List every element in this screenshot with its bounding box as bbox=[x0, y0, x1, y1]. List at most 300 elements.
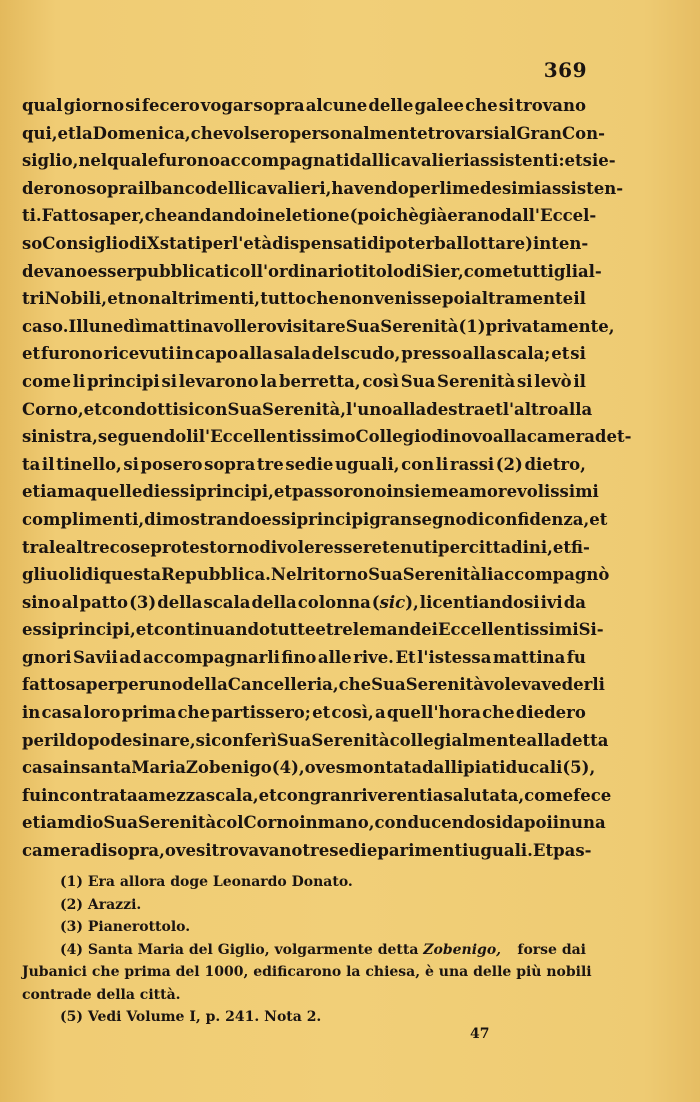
text-line bbox=[22, 175, 624, 203]
word: protestorno bbox=[150, 537, 260, 557]
word: altrimenti, bbox=[160, 289, 260, 309]
footnote-4 bbox=[22, 939, 586, 962]
word: come bbox=[463, 261, 513, 281]
word: (2) bbox=[495, 454, 523, 474]
word: mezza bbox=[148, 785, 206, 805]
word: X bbox=[146, 233, 160, 253]
word: al- bbox=[577, 261, 602, 281]
word: il bbox=[52, 730, 66, 750]
word: quell'hora bbox=[386, 703, 481, 723]
word: l'Eccellentissimo bbox=[198, 427, 356, 447]
word: levò bbox=[534, 371, 572, 391]
word: man bbox=[369, 620, 410, 640]
word: Eccellentissimi bbox=[437, 620, 579, 640]
word: accompagnarli bbox=[142, 647, 280, 667]
word: conferì bbox=[211, 730, 277, 750]
word: et bbox=[135, 620, 154, 640]
word: Zobenigo bbox=[185, 758, 272, 778]
word: il bbox=[573, 289, 586, 309]
word: saper, bbox=[89, 206, 145, 226]
word: fecero bbox=[141, 96, 200, 115]
word: scudo, bbox=[340, 344, 401, 364]
word: Sua bbox=[400, 371, 436, 391]
word: mano, bbox=[317, 813, 375, 833]
word: di bbox=[367, 233, 385, 253]
text-line bbox=[22, 258, 602, 286]
word: inten- bbox=[532, 233, 589, 253]
word: alcune bbox=[305, 96, 368, 115]
text-line bbox=[22, 616, 604, 644]
word: l'istessa bbox=[417, 647, 492, 667]
word: alla bbox=[392, 399, 427, 419]
word: di bbox=[81, 565, 100, 585]
word: et bbox=[273, 482, 292, 502]
word: diedero bbox=[515, 703, 586, 723]
word: (sic), bbox=[371, 592, 419, 612]
word: Il bbox=[68, 316, 83, 336]
word: Sua bbox=[368, 565, 403, 585]
word: giorno bbox=[63, 96, 125, 115]
word: che bbox=[144, 206, 178, 226]
word: presso bbox=[401, 344, 462, 364]
word: fino bbox=[281, 647, 317, 667]
word: di bbox=[404, 261, 422, 281]
word: Corno, bbox=[22, 399, 84, 419]
word: vogar bbox=[200, 96, 253, 115]
word: di bbox=[129, 233, 147, 253]
footnote-4-text bbox=[60, 939, 501, 962]
footnote-5: (5) Vedi Volume I, p. 241. Nota 2. bbox=[60, 1009, 322, 1025]
word: ove bbox=[304, 758, 336, 778]
word: Serenità bbox=[437, 371, 516, 391]
word: sedie bbox=[329, 841, 378, 861]
word: e bbox=[315, 620, 326, 640]
word: per bbox=[201, 233, 232, 253]
word: fi- bbox=[570, 537, 590, 557]
word: Con- bbox=[561, 123, 605, 143]
word: poter bbox=[384, 233, 435, 253]
word: erano bbox=[447, 206, 501, 226]
word: fece bbox=[573, 785, 612, 805]
text-line bbox=[22, 230, 589, 258]
word: Si- bbox=[578, 620, 604, 640]
word: banco bbox=[150, 178, 206, 198]
word: cavalieri bbox=[390, 151, 470, 171]
word: personalmente bbox=[289, 123, 428, 143]
word: posero bbox=[140, 454, 203, 474]
word: in bbox=[299, 813, 318, 833]
word: sala bbox=[273, 344, 311, 364]
word: il bbox=[41, 454, 55, 474]
word: gran bbox=[369, 509, 413, 529]
word: tutto bbox=[260, 289, 307, 309]
word: della bbox=[182, 675, 228, 695]
footnote-3: (3) Pianerottolo. bbox=[60, 919, 191, 935]
text-line bbox=[22, 699, 586, 727]
word: et bbox=[484, 399, 503, 419]
word: l'altro bbox=[502, 399, 559, 419]
word: in bbox=[256, 206, 275, 226]
word: le bbox=[49, 537, 66, 557]
footnote-2: (2) Arazzi. bbox=[60, 896, 142, 913]
word: galee bbox=[414, 96, 464, 115]
word: sie- bbox=[582, 151, 616, 171]
word: trovavano bbox=[211, 841, 303, 861]
word: dall'Eccel- bbox=[500, 206, 597, 226]
word: per bbox=[438, 537, 469, 557]
word: Nel bbox=[270, 565, 303, 585]
word: che bbox=[482, 703, 515, 723]
word: quelle bbox=[85, 482, 143, 502]
word: et bbox=[258, 785, 277, 805]
word: Et bbox=[395, 647, 416, 667]
word: come bbox=[22, 371, 72, 391]
word: assisten- bbox=[541, 178, 624, 198]
word: etiamdio bbox=[22, 813, 104, 833]
word: Et bbox=[532, 841, 554, 861]
word: lunedì bbox=[82, 316, 142, 336]
word: piati bbox=[463, 758, 506, 778]
text-line bbox=[22, 534, 590, 562]
text-line bbox=[22, 92, 586, 120]
word: Gran bbox=[516, 123, 562, 143]
word: dalli bbox=[422, 758, 464, 778]
word: santa bbox=[80, 758, 132, 778]
word: questa bbox=[99, 565, 162, 585]
word: gnori bbox=[22, 647, 72, 667]
word: Sua bbox=[371, 675, 406, 695]
word: (4), bbox=[271, 758, 305, 778]
word: dei bbox=[409, 620, 438, 640]
word: et bbox=[57, 123, 76, 143]
text-line bbox=[22, 451, 586, 479]
word: dapoi bbox=[501, 813, 553, 833]
word: che bbox=[465, 96, 498, 115]
word: et bbox=[312, 703, 331, 723]
word: ricevuti bbox=[103, 344, 175, 364]
word: so bbox=[22, 233, 43, 253]
word: si bbox=[195, 730, 212, 750]
word: rassi bbox=[449, 454, 495, 474]
word: prima bbox=[121, 703, 177, 723]
word: caso. bbox=[22, 316, 69, 336]
word: Sua bbox=[103, 813, 138, 833]
word: casa bbox=[22, 758, 63, 778]
word: salutata, bbox=[443, 785, 525, 805]
word: gran bbox=[309, 785, 353, 805]
word: mattina bbox=[492, 647, 566, 667]
word: tinello, bbox=[56, 454, 122, 474]
text-line bbox=[22, 809, 606, 837]
word: che bbox=[338, 675, 372, 695]
word: (poichè bbox=[349, 206, 419, 226]
word: ducali bbox=[505, 758, 563, 778]
word: et bbox=[589, 509, 608, 529]
word: camera bbox=[526, 427, 595, 447]
word: ta bbox=[22, 454, 41, 474]
word: medesimi bbox=[452, 178, 542, 198]
word: (1) bbox=[458, 316, 486, 336]
word: venisse bbox=[374, 289, 442, 309]
word: Sua bbox=[345, 316, 381, 336]
word: stati bbox=[159, 233, 202, 253]
word: scala bbox=[203, 592, 251, 612]
word: titolo bbox=[354, 261, 404, 281]
word: voleva bbox=[483, 675, 542, 695]
word: devano bbox=[22, 261, 88, 281]
word: gliuoli bbox=[22, 565, 82, 585]
word: quale bbox=[107, 151, 159, 171]
word: Cancelleria, bbox=[227, 675, 339, 695]
word: si bbox=[123, 454, 139, 474]
word: sedie bbox=[285, 454, 334, 474]
word: ritorno bbox=[302, 565, 369, 585]
word: li bbox=[72, 371, 86, 391]
word: dimostrando bbox=[144, 509, 262, 529]
text-line bbox=[22, 120, 605, 148]
word: tra bbox=[22, 537, 50, 557]
text-line bbox=[22, 506, 608, 534]
word: il bbox=[137, 178, 151, 198]
word: Serenità bbox=[311, 730, 390, 750]
footnote-4-tail: forse dai bbox=[517, 941, 586, 958]
word: fu bbox=[22, 785, 42, 805]
word: et bbox=[22, 344, 41, 364]
word: principi, bbox=[195, 482, 274, 502]
word: loro bbox=[83, 703, 121, 723]
word: principi bbox=[87, 371, 160, 391]
word: Fatto bbox=[41, 206, 90, 226]
word: etiam bbox=[22, 482, 75, 502]
word: vederli bbox=[541, 675, 605, 695]
word: Serenità, bbox=[262, 399, 346, 419]
word: Serenità bbox=[137, 813, 217, 833]
word: ove bbox=[164, 841, 196, 861]
word: a bbox=[137, 785, 149, 805]
text-line bbox=[22, 478, 599, 506]
word: collegialmente bbox=[389, 730, 527, 750]
page-number: 369 bbox=[543, 58, 587, 82]
word: dispensati bbox=[272, 233, 368, 253]
word: sopra bbox=[86, 178, 138, 198]
word: col bbox=[216, 813, 244, 833]
word: colonna bbox=[297, 592, 371, 612]
word: furono bbox=[158, 151, 220, 171]
word: Collegio bbox=[355, 427, 432, 447]
word: furono bbox=[41, 344, 103, 364]
word: et bbox=[551, 344, 570, 364]
text-line bbox=[22, 782, 612, 810]
footnotes bbox=[22, 871, 592, 1029]
text-line bbox=[22, 202, 597, 230]
word: di bbox=[259, 537, 278, 557]
word: Sua bbox=[276, 730, 312, 750]
word: principi, bbox=[57, 620, 136, 640]
word: una bbox=[571, 813, 606, 833]
word: capo bbox=[194, 344, 239, 364]
word: vollero bbox=[213, 316, 277, 336]
word: voler bbox=[277, 537, 324, 557]
word: qual bbox=[22, 96, 63, 115]
word: riverentia bbox=[352, 785, 444, 805]
word: fatto bbox=[22, 675, 67, 695]
word: uguali, bbox=[335, 454, 400, 474]
word: scala; bbox=[497, 344, 551, 364]
footnote-4-continuation-end: contrade della città. bbox=[22, 986, 181, 1003]
text-line bbox=[22, 727, 609, 755]
word: la bbox=[260, 371, 278, 391]
word: di bbox=[431, 427, 450, 447]
word: si bbox=[195, 841, 212, 861]
word: alla bbox=[238, 344, 273, 364]
word: da bbox=[563, 592, 586, 612]
word: Serenità bbox=[380, 316, 459, 336]
word: il bbox=[573, 371, 586, 391]
word: andando bbox=[177, 206, 257, 226]
word: gli bbox=[553, 261, 578, 281]
body-text bbox=[22, 92, 632, 865]
word: uno bbox=[147, 675, 183, 695]
word: conducendosi bbox=[374, 813, 502, 833]
word: di bbox=[90, 841, 108, 861]
word: di bbox=[466, 509, 485, 529]
word: l'età bbox=[231, 233, 273, 253]
footnote-1: (1) Era allora doge Leonardo Donato. bbox=[60, 874, 353, 890]
sheet-signature-mark: 47 bbox=[470, 1026, 490, 1042]
word: trovano bbox=[515, 96, 586, 115]
text-line bbox=[22, 837, 592, 865]
word: saper bbox=[66, 675, 117, 695]
word: in bbox=[22, 703, 41, 723]
word: seguendoli bbox=[97, 427, 199, 447]
text-line bbox=[22, 589, 586, 617]
word: sopra, bbox=[107, 841, 165, 861]
word: Serenità bbox=[405, 675, 484, 695]
word: scala, bbox=[205, 785, 259, 805]
word: casa bbox=[41, 703, 83, 723]
word: Repubblica. bbox=[161, 565, 271, 585]
word: per bbox=[408, 178, 440, 198]
word: Sier, bbox=[421, 261, 464, 281]
word: tre bbox=[325, 620, 353, 640]
word: et bbox=[83, 399, 102, 419]
word: partissero; bbox=[211, 703, 311, 723]
word: tutte bbox=[270, 620, 316, 640]
word: havendo bbox=[331, 178, 409, 198]
footnote-4-lead: (4) Santa Maria del Giglio, volgarmente detta bbox=[60, 941, 424, 958]
word: continuando bbox=[153, 620, 271, 640]
word: alla bbox=[492, 427, 527, 447]
word: ballottare) bbox=[434, 233, 533, 253]
word: volsero bbox=[223, 123, 290, 143]
word: essi bbox=[261, 509, 297, 529]
word: con bbox=[401, 454, 435, 474]
word: in bbox=[175, 344, 194, 364]
word: accompagnati bbox=[219, 151, 350, 171]
word: così bbox=[362, 371, 399, 391]
word: cavalieri, bbox=[246, 178, 332, 198]
word: ad bbox=[119, 647, 142, 667]
word: con bbox=[194, 399, 228, 419]
word: insieme bbox=[386, 482, 459, 502]
word: qui, bbox=[22, 123, 58, 143]
word: visitare bbox=[276, 316, 346, 336]
word: detta bbox=[560, 730, 609, 750]
word: così, bbox=[331, 703, 374, 723]
word: amorevolissimi bbox=[458, 482, 599, 502]
word: Savii bbox=[73, 647, 118, 667]
footnote-4-italic: Zobenigo, bbox=[423, 941, 502, 958]
word: pubblicati bbox=[135, 261, 230, 281]
word: alla bbox=[462, 344, 497, 364]
word: tenuti bbox=[382, 537, 439, 557]
word: cose bbox=[109, 537, 151, 557]
word: det- bbox=[594, 427, 632, 447]
word: berretta, bbox=[278, 371, 361, 391]
word: Consiglio bbox=[42, 233, 130, 253]
word: dalli bbox=[349, 151, 391, 171]
word: le bbox=[352, 620, 370, 640]
word: sopra bbox=[253, 96, 305, 115]
word: confidenza, bbox=[484, 509, 590, 529]
word: camera bbox=[22, 841, 91, 861]
text-line bbox=[22, 561, 610, 589]
word: si bbox=[570, 344, 586, 364]
word: Corno bbox=[243, 813, 300, 833]
word: sopra bbox=[204, 454, 256, 474]
word: novo bbox=[449, 427, 493, 447]
word: ivi bbox=[540, 592, 563, 612]
word: della bbox=[251, 592, 297, 612]
word: della bbox=[157, 592, 203, 612]
text-line bbox=[22, 147, 616, 175]
word: essere bbox=[323, 537, 383, 557]
word: la bbox=[75, 123, 93, 143]
word: si bbox=[125, 96, 141, 115]
word: incontrata bbox=[41, 785, 138, 805]
text-line bbox=[22, 340, 586, 368]
text-line bbox=[22, 644, 586, 672]
text-line bbox=[22, 754, 596, 782]
word: altramente bbox=[471, 289, 574, 309]
word: che bbox=[306, 289, 339, 309]
word: dietro, bbox=[524, 454, 586, 474]
word: parimenti bbox=[377, 841, 469, 861]
word: trovarsi bbox=[427, 123, 500, 143]
word: dopo bbox=[65, 730, 111, 750]
word: che bbox=[190, 123, 224, 143]
word: (5), bbox=[562, 758, 596, 778]
word: in bbox=[62, 758, 81, 778]
word: levarono bbox=[178, 371, 259, 391]
word: Domenica, bbox=[92, 123, 191, 143]
text-line bbox=[22, 285, 586, 313]
word: eletione bbox=[274, 206, 350, 226]
word: principi bbox=[296, 509, 370, 529]
word: uguali. bbox=[468, 841, 533, 861]
word: nel bbox=[78, 151, 108, 171]
word: cittadini, bbox=[468, 537, 553, 557]
word: alla bbox=[558, 399, 593, 419]
word: desinare, bbox=[110, 730, 196, 750]
word: a bbox=[374, 703, 386, 723]
word: condottisi bbox=[101, 399, 195, 419]
word: Serenità bbox=[402, 565, 481, 585]
word: (3) bbox=[129, 592, 157, 612]
word: accompagnò bbox=[493, 565, 610, 585]
word: patto bbox=[79, 592, 129, 612]
word: altre bbox=[65, 537, 110, 557]
